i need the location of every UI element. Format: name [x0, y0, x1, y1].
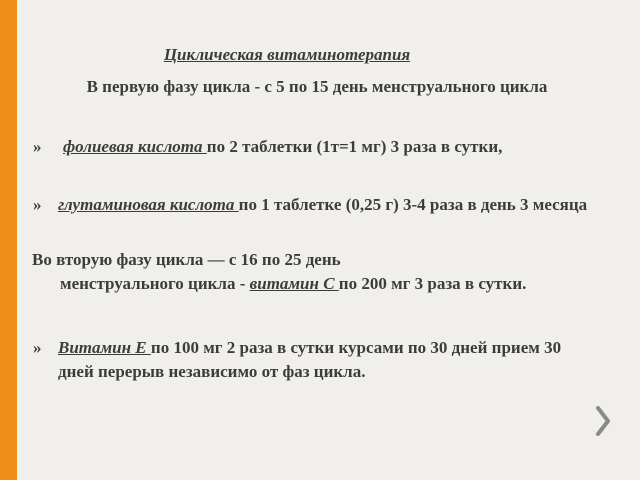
term-vitamin-c: витамин С — [249, 274, 339, 293]
term-folic-acid: фолиевая кислота — [63, 137, 207, 156]
slide-content — [30, 0, 600, 480]
accent-bar — [0, 0, 17, 480]
slide-title: Циклическая витаминотерапия — [163, 45, 411, 64]
term-glutamic-acid: глутаминовая кислота — [58, 195, 239, 214]
dosage-glutamic-acid: по 1 таблетке (0,25 г) 3-4 раза в день 3 месяца — [238, 195, 588, 214]
bullet-marker: » — [33, 195, 42, 214]
phase2-prefix: менструального цикла - — [60, 274, 250, 293]
bullet-glutamic-acid — [30, 193, 600, 217]
bullet-folic-acid — [30, 135, 600, 159]
chevron-right-icon-graphic — [596, 406, 610, 436]
dosage-vitamin-c: по 200 мг 3 раза в сутки. — [338, 274, 527, 293]
bullet-marker: » — [33, 137, 42, 156]
term-vitamin-e: Витамин Е — [58, 338, 151, 357]
dosage-folic-acid: по 2 таблетки (1т=1 мг) 3 раза в сутки, — [206, 137, 503, 156]
bullet-vitamin-e — [30, 336, 600, 384]
phase2-paragraph — [32, 248, 592, 296]
chevron-right-icon[interactable] — [596, 406, 610, 436]
dosage-vitamin-e: по 100 мг 2 раза в сутки курсами по 30 дней прием 30 дней перерыв независимо от фаз цикла. — [58, 338, 562, 381]
phase1-heading: В первую фазу цикла - с 5 по 15 день менструального цикла — [86, 77, 548, 96]
bullet-marker: » — [33, 338, 42, 357]
phase2-first-line: Во вторую фазу цикла — с 16 по 25 день — [32, 250, 341, 269]
